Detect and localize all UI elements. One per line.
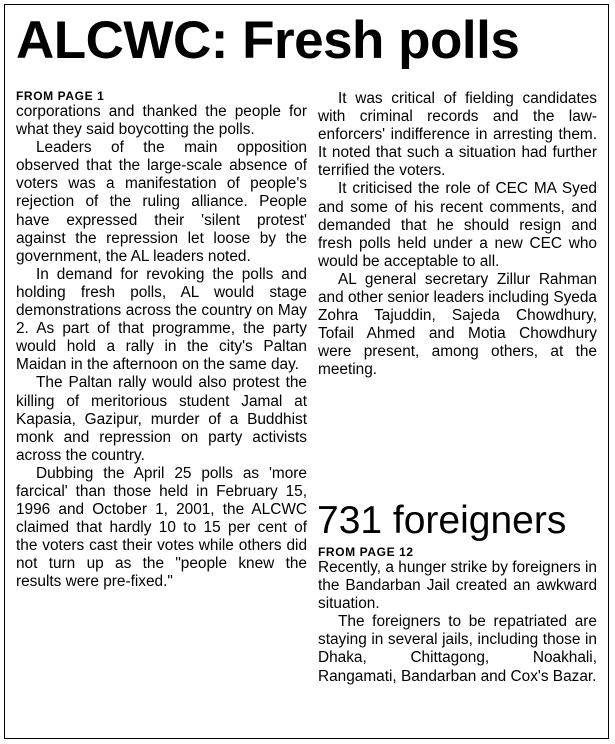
- kicker-from-page-12: FROM PAGE 12: [318, 545, 414, 559]
- second-article-body: [318, 546, 597, 686]
- paragraph: Leaders of the main opposition observed that the large-scale absence of voters was a manifestation of people's rejection of the ruling alliance. People have expressed their 'silent protest' against the repression let loose by the government, the AL leaders noted.: [16, 139, 307, 265]
- paragraph: Dubbing the April 25 polls as 'more farcical' than those held in February 15, 1996 and October 1, 2001, the ALCWC claimed that hardly 10 to 15 per cent of the voters cast their votes while others did not turn up as the "people knew the results were pre-fixed.": [16, 464, 307, 591]
- right-column: [318, 90, 597, 380]
- second-headline: 731 foreigners: [317, 499, 567, 542]
- paragraph: It criticised the role of CEC MA Syed and some of his recent comments, and demanded that he should resign and fresh polls held under a new CEC who would be acceptable to all.: [318, 180, 597, 270]
- paragraph: The Paltan rally would also protest the killing of meritorious student Jamal at Kapasia, Gazipur, murder of a Buddhist monk and repression on party activists across the country.: [16, 374, 307, 464]
- paragraph: corporations and thanked the people for what they said boycotting the polls.: [16, 103, 307, 139]
- paragraph: AL general secretary Zillur Rahman and other senior leaders including Syeda Zohra Tajuddin, Sajeda Chowdhury, Tofail Ahmed and Motia Chowdhury were present, among others, at the meeting.: [318, 270, 597, 379]
- paragraph: In demand for revoking the polls and holding fresh polls, AL would stage demonstrations across the country on May 2. As part of that programme, the party would hold a rally in the city's Paltan Maidan in the afternoon on the same day.: [16, 265, 307, 374]
- paragraph: The foreigners to be repatriated are staying in several jails, including those in Dhaka, Chittagong, Noakhali, Rangamati, Bandarban and Cox's Bazar.: [318, 613, 597, 685]
- paragraph: It was critical of fielding candidates with criminal records and the law-enforcers' indifference in arresting them. It noted that such a situation had further terrified the voters.: [318, 90, 597, 180]
- paragraph: Recently, a hunger strike by foreigners in the Bandarban Jail created an awkward situation.: [318, 559, 597, 613]
- kicker-from-page-1: FROM PAGE 1: [16, 89, 105, 103]
- headline: ALCWC: Fresh polls: [16, 11, 520, 70]
- left-column: [16, 90, 307, 592]
